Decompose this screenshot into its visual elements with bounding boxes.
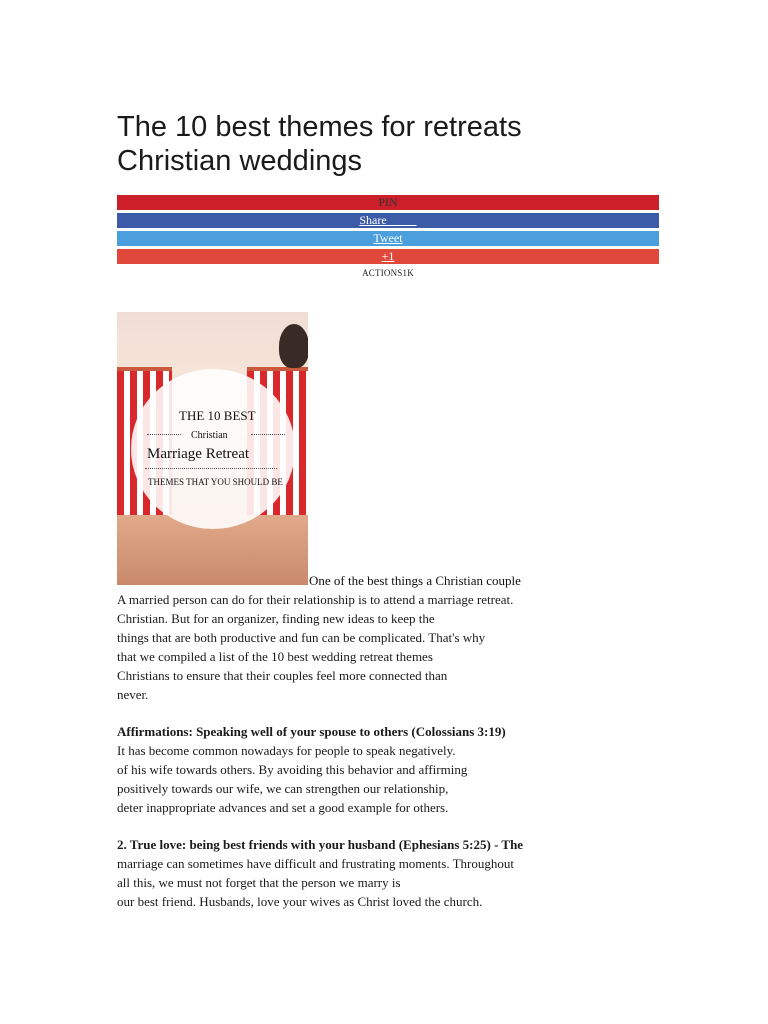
hero-line-3: Marriage Retreat	[147, 446, 250, 462]
intro-line-4: that we compiled a list of the 10 best wedding retreat themes	[117, 649, 433, 664]
intro-line-5: Christians to ensure that their couples feel more connected than	[117, 668, 448, 683]
section-1-line-4: deter inappropriate advances and set a good example for others.	[117, 800, 449, 815]
plus-one-link[interactable]: +1	[381, 249, 395, 263]
hero-image	[117, 312, 308, 585]
section-2-line-3: our best friend. Husbands, love your wives as Christ loved the church.	[117, 894, 483, 909]
section-1-heading: Affirmations: Speaking well of your spouse to others (Colossians 3:19)	[117, 724, 506, 739]
pin-button[interactable]: PIN	[378, 195, 398, 209]
section-1-line-2: of his wife towards others. By avoiding this behavior and affirming	[117, 762, 468, 777]
section-2-heading: 2. True love: being best friends with your husband (Ephesians 5:25) - The	[117, 837, 524, 852]
intro-line-6: never.	[117, 687, 149, 702]
article-title	[117, 110, 677, 178]
share-link[interactable]: Share	[359, 213, 387, 227]
actions-count: ACTIONS1K	[362, 268, 414, 278]
dots-divider-right	[251, 434, 285, 435]
title-line-1: The 10 best themes for retreats	[117, 111, 522, 143]
person-head	[279, 324, 308, 368]
intro-line-0: One of the best things a Christian couple	[309, 573, 521, 588]
hero-line-2: Christian	[191, 430, 228, 441]
hero-line-4: THEMES THAT YOU SHOULD BE	[148, 477, 283, 487]
share-bar[interactable]	[117, 213, 659, 228]
intro-line-3: things that are both productive and fun can be complicated. That's why	[117, 630, 486, 645]
dots-divider-left	[147, 434, 181, 435]
tweet-link[interactable]: Tweet	[373, 231, 403, 245]
intro-line-1: A married person can do for their relationship is to attend a marriage retreat.	[117, 592, 514, 607]
section-1-line-3: positively towards our wife, we can strengthen our relationship,	[117, 781, 449, 796]
section-1-line-1: It has become common nowadays for people to speak negatively.	[117, 743, 456, 758]
title-line-2: Christian weddings	[117, 145, 363, 177]
section-2-line-1: marriage can sometimes have difficult and frustrating moments. Throughout	[117, 856, 515, 871]
section-2-line-2: all this, we must not forget that the person we marry is	[117, 875, 401, 890]
hero-line-1: THE 10 BEST	[179, 408, 256, 423]
plus-one-bar[interactable]	[117, 249, 659, 264]
dots-divider-bottom	[145, 468, 277, 469]
tweet-bar[interactable]	[117, 231, 659, 246]
intro-line-2: Christian. But for an organizer, finding new ideas to keep the	[117, 611, 435, 626]
pin-bar[interactable]	[117, 195, 659, 210]
